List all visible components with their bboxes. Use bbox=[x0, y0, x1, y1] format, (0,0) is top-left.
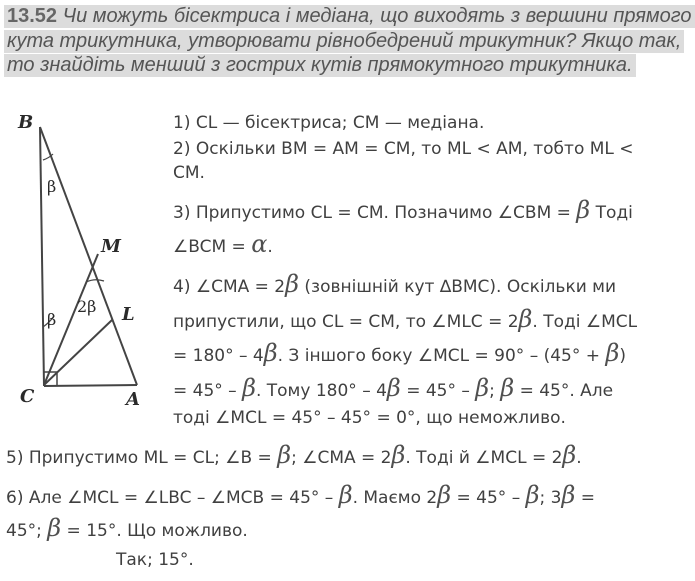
solution-step-6: 6) Але ∠MCL = ∠LBC – ∠MCB = 45° – β. Маємо 2β = 45° – β; 3β = bbox=[6, 481, 595, 509]
vertex-label-m: M bbox=[101, 236, 121, 257]
angle-label-2beta: 2β bbox=[77, 297, 97, 316]
solution-step-2: 2) Оскільки BM = AM = CM, то ML < AM, тобто ML < bbox=[173, 139, 634, 159]
angle-label-beta-b: β bbox=[47, 177, 57, 196]
vertex-label-c: C bbox=[20, 386, 35, 407]
answer: Так; 15°. bbox=[116, 550, 194, 570]
vertex-label-b: B bbox=[18, 112, 34, 133]
side-ba bbox=[40, 127, 137, 385]
angle-arc-m bbox=[86, 280, 104, 282]
solution-step-4-cont-2: = 180° – 4β. З іншого боку ∠MCL = 90° – (45° + β) bbox=[173, 339, 626, 367]
solution-step-4-cont-3: = 45° – β. Тому 180° – 4β = 45° – β; β = 45°. Але bbox=[173, 374, 614, 402]
solution-step-1: 1) CL — бісектриса; CM — медіана. bbox=[173, 113, 485, 133]
side-bc bbox=[40, 127, 44, 386]
problem-text: Чи можуть бісектриса і медіана, що виходять з вершини прямого кута трикутника, утворювати рівнобедрений трикутник? Якщо так, то знайдіть менший з гострих кутів прямокутного трикутника. bbox=[7, 5, 692, 76]
vertex-label-a: A bbox=[126, 389, 140, 410]
bisector-cl bbox=[44, 320, 112, 385]
solution-step-3: 3) Припустимо CL = CM. Позначимо ∠CBM = β Тоді bbox=[173, 196, 633, 224]
solution-step-6-cont: 45°; β = 15°. Що можливо. bbox=[6, 514, 248, 542]
vertex-label-l: L bbox=[122, 304, 135, 325]
solution-step-4: 4) ∠CMA = 2β (зовнішній кут ∆BMC). Оскільки ми bbox=[173, 270, 617, 298]
solution-step-3-cont: ∠BCM = α. bbox=[173, 230, 273, 258]
side-ca bbox=[44, 385, 137, 386]
angle-label-beta-c: β bbox=[47, 310, 57, 329]
solution-step-4-cont-4: тоді ∠MCL = 45° – 45° = 0°, що неможливо. bbox=[173, 408, 566, 428]
solution-step-2-cont: CM. bbox=[173, 163, 205, 183]
triangle-figure bbox=[0, 0, 200, 420]
solution-step-5: 5) Припустимо ML = CL; ∠B = β; ∠CMA = 2β. Тоді й ∠MCL = 2β. bbox=[6, 441, 582, 469]
problem-number: 13.52 bbox=[7, 5, 58, 27]
solution-step-4-cont-1: припустили, що CL = CM, то ∠MLC = 2β. Тоді ∠MCL bbox=[173, 305, 638, 333]
